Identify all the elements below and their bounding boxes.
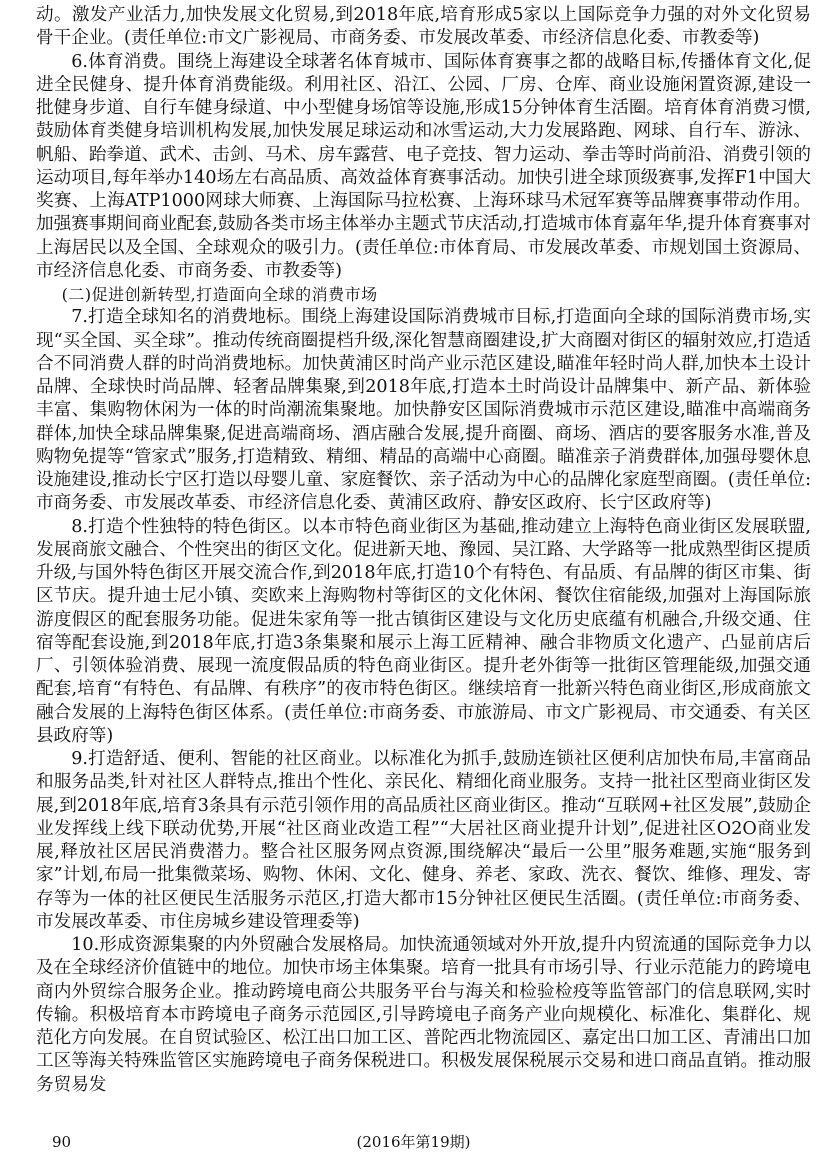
- paragraph-item-10-trade-integration: 10.形成资源集聚的内外贸融合发展格局。加快流通领域对外开放,提升内贸流通的国际竞争力以及在全球经济价值链中的地位。加快市场主体集聚。培育一批具有市场引导、行业示范能力的跨境电商内外贸综合服务企业。推动跨境电商公共服务平台与海关和检验检疫等监管部门的信息联网,实时传输。积极培育本市跨境电子商务示范园区,引导跨境电子商务产业向规模化、标准化、集群化、规范化方向发展。在自贸试验区、松江出口加工区、普陀西北物流园区、嘉定出口加工区、青浦出口加工区等海关特殊监管区实施跨境电子商务保税进口。积极发展保税展示交易和进口商品直销。推动服务贸易发: [36, 935, 811, 1095]
- paragraph-item-6-sports-consumption: 6.体育消费。围绕上海建设全球著名体育城市、国际体育赛事之都的战略目标,传播体育文化,促进全民健身、提升体育消费能级。利用社区、沿江、公园、厂房、仓库、商业设施闲置资源,建设一批健身步道、自行车健身绿道、中小型健身场馆等设施,形成15分钟体育生活圈。培育体育消费习惯,鼓励体育类健身培训机构发展,加快发展足球运动和冰雪运动,大力发展路跑、网球、自行车、游泳、帆船、跆拳道、武术、击剑、马术、房车露营、电子竞技、智力运动、拳击等时尚前沿、消费引领的运动项目,每年举办140场左右高品质、高效益体育赛事活动。加快引进全球顶级赛事,发挥F1中国大奖赛、上海ATP1000网球大师赛、上海国际马拉松赛、上海环球马术冠军赛等品牌赛事带动作用。加强赛事期间商业配套,鼓励各类市场主体举办主题式节庆活动,打造城市体育嘉年华,提升体育赛事对上海居民以及全国、全球观众的吸引力。(责任单位:市体育局、市发展改革委、市规划国土资源局、市经济信息化委、市商务委、市教委等): [36, 51, 811, 281]
- section-heading-2: (二)促进创新转型,打造面向全球的消费市场: [61, 285, 378, 304]
- paragraph-item-7-consumption-landmarks: 7.打造全球知名的消费地标。围绕上海建设国际消费城市目标,打造面向全球的国际消费市场,实现“买全国、买全球”。推动传统商圈提档升级,深化智慧商圈建设,扩大商圈对街区的辐射效应,打造适合不同消费人群的时尚消费地标。加快黄浦区时尚产业示范区建设,瞄准年轻时尚人群,加快本土设计品牌、全球快时尚品牌、轻奢品牌集聚,到2018年底,打造本土时尚设计品牌集中、新产品、新体验丰富、集购物休闲为一体的时尚潮流集聚地。加快静安区国际消费城市示范区建设,瞄准中高端商务群体,加快全球品牌集聚,促进高端商场、酒店融合发展,提升商圈、商场、酒店的要客服务水准,普及购物免提等“管家式”服务,打造精致、精细、精品的高端中心商圈。瞄准亲子消费群体,加强母婴休息设施建设,推动长宁区打造以母婴儿童、家庭餐饮、亲子活动为中心的品牌化家庭型商圈。(责任单位:市商务委、市发展改革委、市经济信息化委、黄浦区政府、静安区政府、长宁区政府等): [36, 307, 811, 514]
- paragraph-item-8-characteristic-streets: 8.打造个性独特的特色街区。以本市特色商业街区为基础,推动建立上海特色商业街区发展联盟,发展商旅文融合、个性突出的街区文化。促进新天地、豫园、吴江路、大学路等一批成熟型街区提质升级,与国外特色街区开展交流合作,到2018年底,打造10个有特色、有品质、有品牌的街区市集、街区节庆。提升迪士尼小镇、奕欧来上海购物村等街区的文化休闲、餐饮住宿能级,加强对上海国际旅游度假区的配套服务功能。促进朱家角等一批古镇街区建设与文化历史底蕴有机融合,升级交通、住宿等配套设施,到2018年底,打造3条集聚和展示上海工匠精神、融合非物质文化遗产、凸显前店后厂、引领体验消费、展现一流度假品质的特色商业街区。提升老外街等一批街区管理能级,加强交通配套,培育“有特色、有品牌、有秩序”的夜市特色街区。继续培育一批新兴特色商业街区,形成商旅文融合发展的上海特色街区体系。(责任单位:市商务委、市旅游局、市文广影视局、市交通委、有关区县政府等): [36, 516, 811, 746]
- issue-label: (2016年第19期): [356, 1133, 471, 1151]
- document-body: [36, 4, 811, 1097]
- continued-paragraph: 动。激发产业活力,加快发展文化贸易,到2018年底,培育形成5家以上国际竞争力强的对外文化贸易骨干企业。(责任单位:市文广影视局、市商务委、市发展改革委、市经济信息化委、市教委等): [36, 5, 811, 49]
- page-number: 90: [52, 1133, 72, 1151]
- paragraph-item-9-community-commerce: 9.打造舒适、便利、智能的社区商业。以标准化为抓手,鼓励连锁社区便利店加快布局,丰富商品和服务品类,针对社区人群特点,推出个性化、亲民化、精细化商业服务。支持一批社区型商业街区发展,到2018年底,培育3条具有示范引领作用的高品质社区商业街区。推动“互联网+社区发展”,鼓励企业发挥线上线下联动优势,开展“社区商业改造工程”“大居社区商业提升计划”,促进社区O2O商业发展,释放社区居民消费潜力。整合社区服务网点资源,围绕解决“最后一公里”服务难题,实施“服务到家”计划,布局一批集微菜场、购物、休闲、文化、健身、养老、家政、洗衣、餐饮、维修、理发、寄存等为一体的社区便民生活服务示范区,打造大都市15分钟社区便民生活圈。(责任单位:市商务委、市发展改革委、市住房城乡建设管理委等): [36, 749, 811, 932]
